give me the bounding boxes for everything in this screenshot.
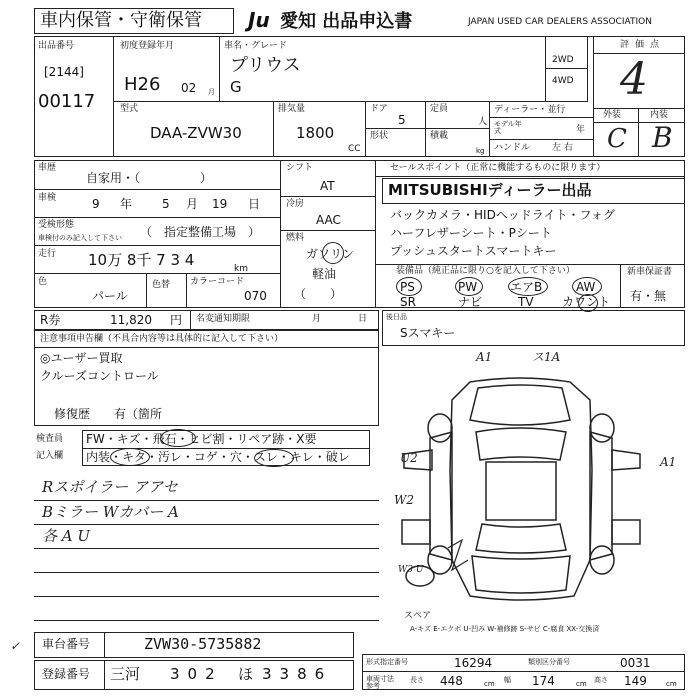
car-roof xyxy=(486,462,556,520)
diagram-mark-a1-right: A1 xyxy=(660,455,677,469)
drive-4wd: 4WD xyxy=(552,76,574,86)
handwritten-3: 各 A U xyxy=(42,527,91,545)
inspection-label: 車検 xyxy=(38,193,57,203)
diagram-mark-a1-top: A1 xyxy=(476,350,493,364)
fuel-other: （ ） xyxy=(294,287,343,301)
ju-logo: Ju xyxy=(248,8,270,32)
first-reg-label: 初度登録年月 xyxy=(120,41,175,51)
sales-label: セールスポイント（正常に機能するものに限ります） xyxy=(390,163,606,173)
notice-day: 日 xyxy=(358,314,368,324)
equip-tv: TV xyxy=(518,295,534,309)
car-rear-window xyxy=(476,524,566,553)
fuel-gas: ガソリン xyxy=(306,247,355,261)
equip-pw: PW xyxy=(458,280,478,294)
car-trunk xyxy=(472,556,570,593)
capacity-label: 定員 xyxy=(430,104,449,114)
sales-line-3: ハーフレザーシート・Pシート xyxy=(390,226,552,240)
handwritten-2: Bミラー Wカバー A xyxy=(42,503,179,521)
inspection-year-unit: 年 xyxy=(120,197,133,211)
len-label: 長さ xyxy=(410,676,424,684)
storage-text: 車内保管・守衛保管 xyxy=(40,10,202,31)
door-value: 5 xyxy=(398,113,406,127)
inspection-month: 5 xyxy=(162,197,170,211)
test-value: （ 指定整備工場 ） xyxy=(140,225,261,239)
color-label: 色 xyxy=(38,277,48,287)
checker-label-1: 検査員 xyxy=(36,434,64,444)
equip-airb: エアB xyxy=(510,280,543,294)
inspection-day: 19 xyxy=(212,197,228,211)
notes-repair: 修復歴 有（箇所 xyxy=(54,407,163,421)
plate-num2: 3386 xyxy=(262,665,333,683)
fuel-diesel: 軽油 xyxy=(312,267,337,281)
handle-label: ハンドル xyxy=(494,143,531,153)
wheel-rear-right xyxy=(590,546,614,574)
diagram-spare-label: スペア xyxy=(404,611,432,621)
door-label: ドア xyxy=(370,104,388,114)
car-hood xyxy=(470,385,570,425)
displacement-label: 排気量 xyxy=(278,104,306,114)
color-code-label: カラーコード xyxy=(190,277,245,287)
type-value: DAA-ZVW30 xyxy=(150,124,242,142)
car-windshield xyxy=(476,428,566,460)
fuel-label: 燃料 xyxy=(286,233,305,243)
notes-line-1: ◎ユーザー買取 xyxy=(40,351,123,365)
lot-sub: [2144] xyxy=(44,65,84,79)
equip-sr: SR xyxy=(400,295,416,309)
plate-region: 三河 xyxy=(110,665,141,683)
displacement-value: 1800 xyxy=(296,124,335,142)
checker-label-2: 記入欄 xyxy=(36,451,64,461)
hei-label: 高さ xyxy=(594,676,608,684)
warranty-value: 有・無 xyxy=(630,289,667,303)
warranty-label: 新車保証書 xyxy=(627,267,673,277)
left-bumper xyxy=(402,520,430,544)
type-label: 型式 xyxy=(120,104,139,114)
diagram-mark-w2: W2 xyxy=(394,493,414,507)
recycle-unit: 円 xyxy=(170,313,183,327)
car-right-side xyxy=(590,432,612,560)
equip-counter: カワント xyxy=(562,295,611,309)
name-label: 車名・グレード xyxy=(224,41,288,51)
test-label: 受検形態 xyxy=(38,220,75,230)
inspection-year: 9 xyxy=(92,197,100,211)
inspection-day-unit: 日 xyxy=(248,197,261,211)
first-reg-month-unit: 月 xyxy=(208,88,215,96)
form-title: 愛知 出品申込書 xyxy=(280,11,413,32)
model-year-unit: 年 xyxy=(576,125,586,135)
lot-label: 出品番号 xyxy=(38,41,75,51)
cat-no-label: 類別区分番号 xyxy=(528,658,570,666)
shape-label: 形状 xyxy=(370,131,389,141)
first-reg-era: H26 xyxy=(124,74,161,95)
plate-split xyxy=(104,660,105,690)
notice-label: 名変通知期限 xyxy=(196,314,251,324)
recycle-value: 11,820 xyxy=(110,313,152,327)
ac-label: 冷房 xyxy=(286,199,305,209)
inspection-month-unit: 月 xyxy=(186,197,199,211)
drive-2wd: 2WD xyxy=(552,55,574,65)
frame-value: ZVW30-5735882 xyxy=(144,635,262,653)
test-note: 車検付のみ記入して下さい xyxy=(38,234,122,242)
capacity-unit: 人 xyxy=(478,117,488,127)
load-unit: kg xyxy=(476,147,485,155)
history-value: 自家用・（ ） xyxy=(86,171,213,185)
checker-row-2: 内装・キタ・汚レ・コゲ・穴・スレ・キレ・破レ xyxy=(86,450,350,464)
first-reg-month: 02 xyxy=(181,81,197,95)
model-year-label: モデル年式 xyxy=(494,120,522,135)
shift-label: シフト xyxy=(286,163,314,173)
lot-number: 00117 xyxy=(38,91,96,112)
sales-line-2: バックカメラ・HIDヘッドライト・フォグ xyxy=(390,208,615,222)
ac-value: AAC xyxy=(316,213,341,227)
int-grade: B xyxy=(652,121,673,154)
right-mirror xyxy=(612,450,640,470)
assoc-name: JAPAN USED CAR DEALERS ASSOCIATION xyxy=(468,17,652,27)
hei-unit: cm xyxy=(666,680,677,688)
type-no: 16294 xyxy=(454,656,493,670)
dealer-label: ディーラー・並行 xyxy=(494,105,566,115)
sales-line-1: MITSUBISHIディーラー出品 xyxy=(388,181,592,199)
wid-unit: cm xyxy=(576,680,587,688)
mileage-label: 走行 xyxy=(38,249,57,259)
equipment-label: 装備品（純正品に限り○を記入して下さい） xyxy=(396,266,575,276)
int-label: 内装 xyxy=(650,110,669,120)
cat-no: 0031 xyxy=(620,656,651,670)
shift-value: AT xyxy=(320,179,335,193)
frame-split xyxy=(104,632,105,658)
history-label: 車歴 xyxy=(38,163,57,173)
plate-num1: 302 xyxy=(170,665,223,683)
diagram-mark-s1a: ス1A xyxy=(532,350,561,364)
displacement-unit: CC xyxy=(348,144,361,154)
diagram-legend: A-キズ E-エクボ U-凹み W-補修跡 S-サビ C-腐食 XX-交換済 xyxy=(410,625,600,633)
load-label: 積載 xyxy=(430,131,449,141)
len-value: 448 xyxy=(440,674,463,688)
plate-kana: ほ xyxy=(238,665,254,683)
wheel-front-left xyxy=(428,414,452,442)
dims-label: 車両寸法 参考 xyxy=(366,675,394,690)
model-name: プリウス xyxy=(230,55,301,76)
hei-value: 149 xyxy=(624,674,647,688)
ext-label: 外装 xyxy=(603,110,622,120)
notice-month: 月 xyxy=(312,314,322,324)
diagram-mark-u2: U2 xyxy=(400,451,418,465)
color-code: 070 xyxy=(244,289,267,303)
car-body-outline xyxy=(450,378,592,600)
wheel-front-right xyxy=(590,414,614,442)
frame-label: 車台番号 xyxy=(42,637,91,651)
len-unit: cm xyxy=(484,680,495,688)
diagram-mark-w3: W3 U xyxy=(398,565,424,575)
wid-value: 174 xyxy=(532,674,555,688)
mileage-unit: km xyxy=(234,264,248,274)
handwritten-1: Rスポイラー アアセ xyxy=(42,478,178,496)
equip-navi: ナビ xyxy=(458,295,483,309)
mileage-value: 10万 8千 7 3 4 xyxy=(88,251,195,269)
color-change-label: 色替 xyxy=(152,280,171,290)
handle-opts: 左 右 xyxy=(552,143,573,153)
recycle-label: R券 xyxy=(40,313,61,327)
grade-name: G xyxy=(230,78,242,96)
grade-score: 4 xyxy=(620,54,648,105)
color-value: パール xyxy=(92,289,128,303)
equip-aw: AW xyxy=(576,280,596,294)
ext-grade: C xyxy=(607,124,627,154)
plate-label: 登録番号 xyxy=(42,667,91,681)
sales-line-4: プッシュスタートスマートキー xyxy=(390,244,557,258)
notes-label: 注意事項申告欄（不具合内容等は具体的に記入して下さい） xyxy=(40,334,284,344)
notes-line-2: クルーズコントロール xyxy=(40,369,159,383)
rear-note-label: 後日品 xyxy=(386,313,407,321)
wid-label: 幅 xyxy=(504,676,511,684)
type-no-label: 形式指定番号 xyxy=(366,658,408,666)
equip-ps: PS xyxy=(400,280,415,294)
grade-label: 評価点 xyxy=(620,40,666,50)
checker-row-1: FW・キズ・飛石・ヒビ割・リペア跡・X要 xyxy=(86,432,317,446)
spec-line xyxy=(362,671,685,672)
car-left-side xyxy=(430,432,452,560)
rear-note-value: Sスマキー xyxy=(400,326,456,340)
margin-check-mark: ✓ xyxy=(10,639,21,653)
right-bumper xyxy=(612,520,640,544)
